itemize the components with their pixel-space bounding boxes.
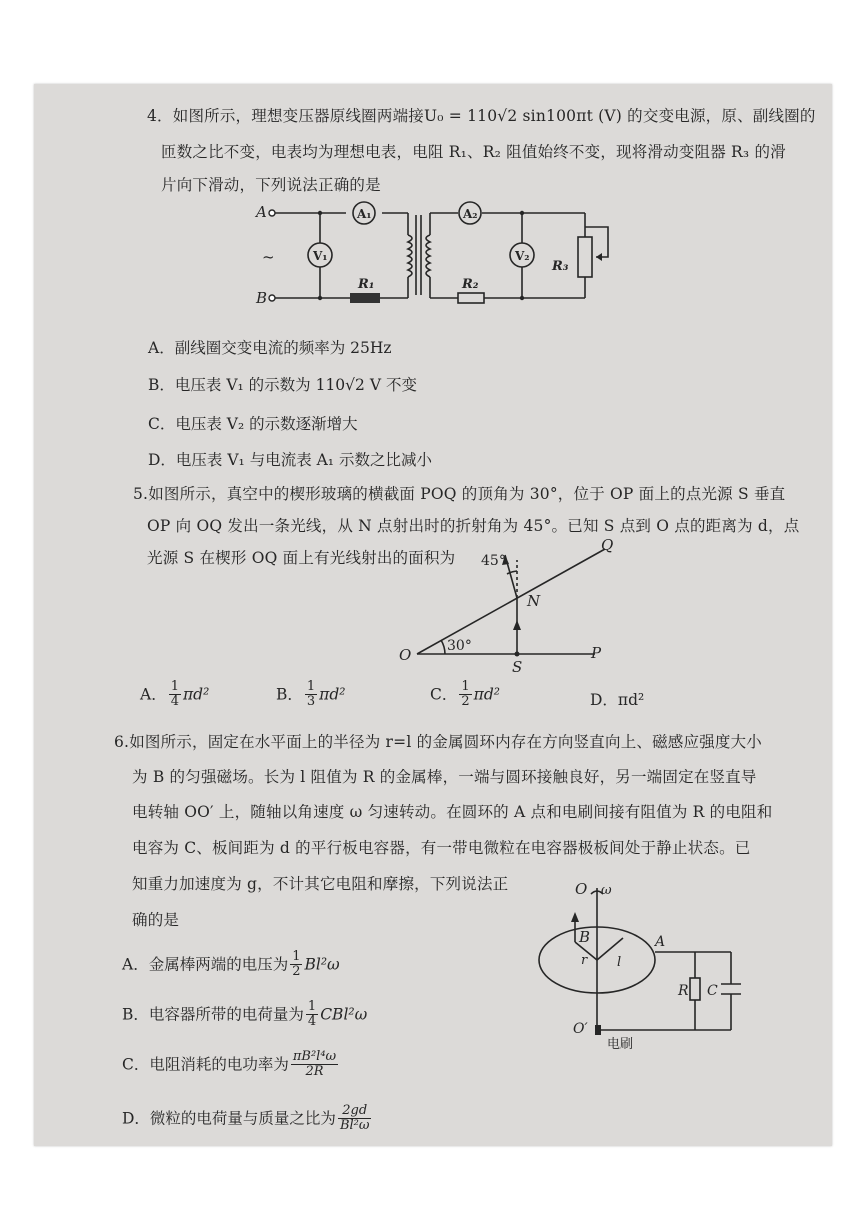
- q4-stem-line1: 4．如图所示，理想变压器原线圈两端接U₀ = 110√2 sin100πt (V) 的交变电源，原、副线圈的: [147, 107, 816, 125]
- magnetic-field-label: B: [579, 928, 591, 946]
- ammeter-a2-label: A₂: [463, 207, 478, 221]
- point-q-label: Q: [601, 536, 614, 554]
- q6-stem-line3: 电转轴 OO′ 上，随轴以角速度 ω 匀速转动。在圆环的 A 点和电刷间接有阻值为 R 的电阻和: [132, 803, 773, 821]
- radius-label: r: [581, 953, 588, 968]
- q4-stem-line3: 片向下滑动，下列说法正确的是: [161, 176, 381, 194]
- resistor-r1-label: R₁: [358, 277, 375, 292]
- ac-source-symbol: ~: [262, 248, 275, 266]
- terminal-b-label: B: [256, 289, 268, 307]
- point-s-label: S: [512, 658, 523, 676]
- q5-option-b: B． $\frac{1}{3}$ πd²: [276, 679, 346, 709]
- q6-option-d: D．微粒的电荷量与质量之比为 $\frac{2gd}{\text{Bl²ω}}$: [122, 1103, 370, 1133]
- point-o-label: O: [399, 646, 412, 664]
- q6-stem-line6: 确的是: [132, 911, 180, 929]
- q4-option-b: B．电压表 V₁ 的示数为 110√2 V 不变: [148, 376, 417, 394]
- point-p-label: P: [591, 644, 602, 662]
- q6-stem-line2: 为 B 的匀强磁场。长为 l 阻值为 R 的金属棒，一端与圆环接触良好，另一端固定在竖直导: [132, 768, 757, 786]
- q5-wedge-figure: [395, 536, 635, 676]
- q4-stem-line2: 匝数之比不变，电表均为理想电表，电阻 R₁、R₂ 阻值始终不变，现将滑动变阻器 R₃ 的滑: [161, 143, 786, 161]
- voltmeter-v2-label: V₂: [515, 249, 530, 263]
- q5-option-d: D．πd²: [590, 691, 645, 709]
- resistor-r2-label: R₂: [462, 277, 479, 292]
- q5-option-c: C． $\frac{1}{2}$ πd²: [430, 679, 500, 709]
- omega-label: ω: [601, 883, 612, 898]
- ammeter-a1-label: A₁: [357, 207, 372, 221]
- apex-angle-label: 30°: [447, 638, 472, 654]
- axis-o-prime-label: O′: [573, 1021, 588, 1037]
- q6-option-a: A．金属棒两端的电压为 $\frac{1}{2}$ Bl²ω: [122, 949, 340, 979]
- q4-circuit-diagram: [250, 195, 620, 315]
- point-a-label: A: [655, 934, 666, 950]
- q6-ring-figure: [535, 880, 765, 1050]
- rod-length-label: l: [617, 955, 622, 970]
- q6-stem-line1: 6.如图所示，固定在水平面上的半径为 r=l 的金属圆环内存在方向竖直向上、磁感应强度大小: [114, 733, 762, 751]
- refraction-angle-label: 45°: [481, 553, 506, 569]
- q5-stem-line2: OP 向 OQ 发出一条光线，从 N 点射出时的折射角为 45°。已知 S 点到 O 点的距离为 d，点: [147, 517, 800, 535]
- q6-stem-line4: 电容为 C、板间距为 d 的平行板电容器，有一带电微粒在电容器极板间处于静止状态。已: [132, 839, 751, 857]
- terminal-a-label: A: [256, 203, 267, 221]
- q4-option-d: D．电压表 V₁ 与电流表 A₁ 示数之比减小: [148, 451, 432, 469]
- q6-option-c: C．电阻消耗的电功率为 $\frac{\text{πB²l⁴ω}}{2R}$: [122, 1049, 337, 1079]
- q4-option-a: A．副线圈交变电流的频率为 25Hz: [148, 339, 392, 357]
- q6-option-b: B．电容器所带的电荷量为 $\frac{1}{4}$ CBl²ω: [122, 999, 368, 1029]
- resistor-label: R: [678, 983, 689, 999]
- q5-stem-line1: 5.如图所示，真空中的楔形玻璃的横截面 POQ 的顶角为 30°，位于 OP 面上的点光源 S 垂直: [133, 485, 786, 503]
- q5-option-a: A． $\frac{1}{4}$ πd²: [140, 679, 210, 709]
- point-n-label: N: [527, 592, 541, 610]
- q4-option-c: C．电压表 V₂ 的示数逐渐增大: [148, 415, 358, 433]
- q6-stem-line5: 知重力加速度为 g，不计其它电阻和摩擦，下列说法正: [132, 875, 509, 893]
- brush-label: 电刷: [607, 1037, 634, 1052]
- axis-o-label: O: [575, 880, 588, 898]
- resistor-r3-label: R₃: [552, 259, 569, 274]
- capacitor-label: C: [707, 983, 718, 999]
- voltmeter-v1-label: V₁: [313, 249, 328, 263]
- q5-stem-line3: 光源 S 在楔形 OQ 面上有光线射出的面积为: [147, 549, 456, 567]
